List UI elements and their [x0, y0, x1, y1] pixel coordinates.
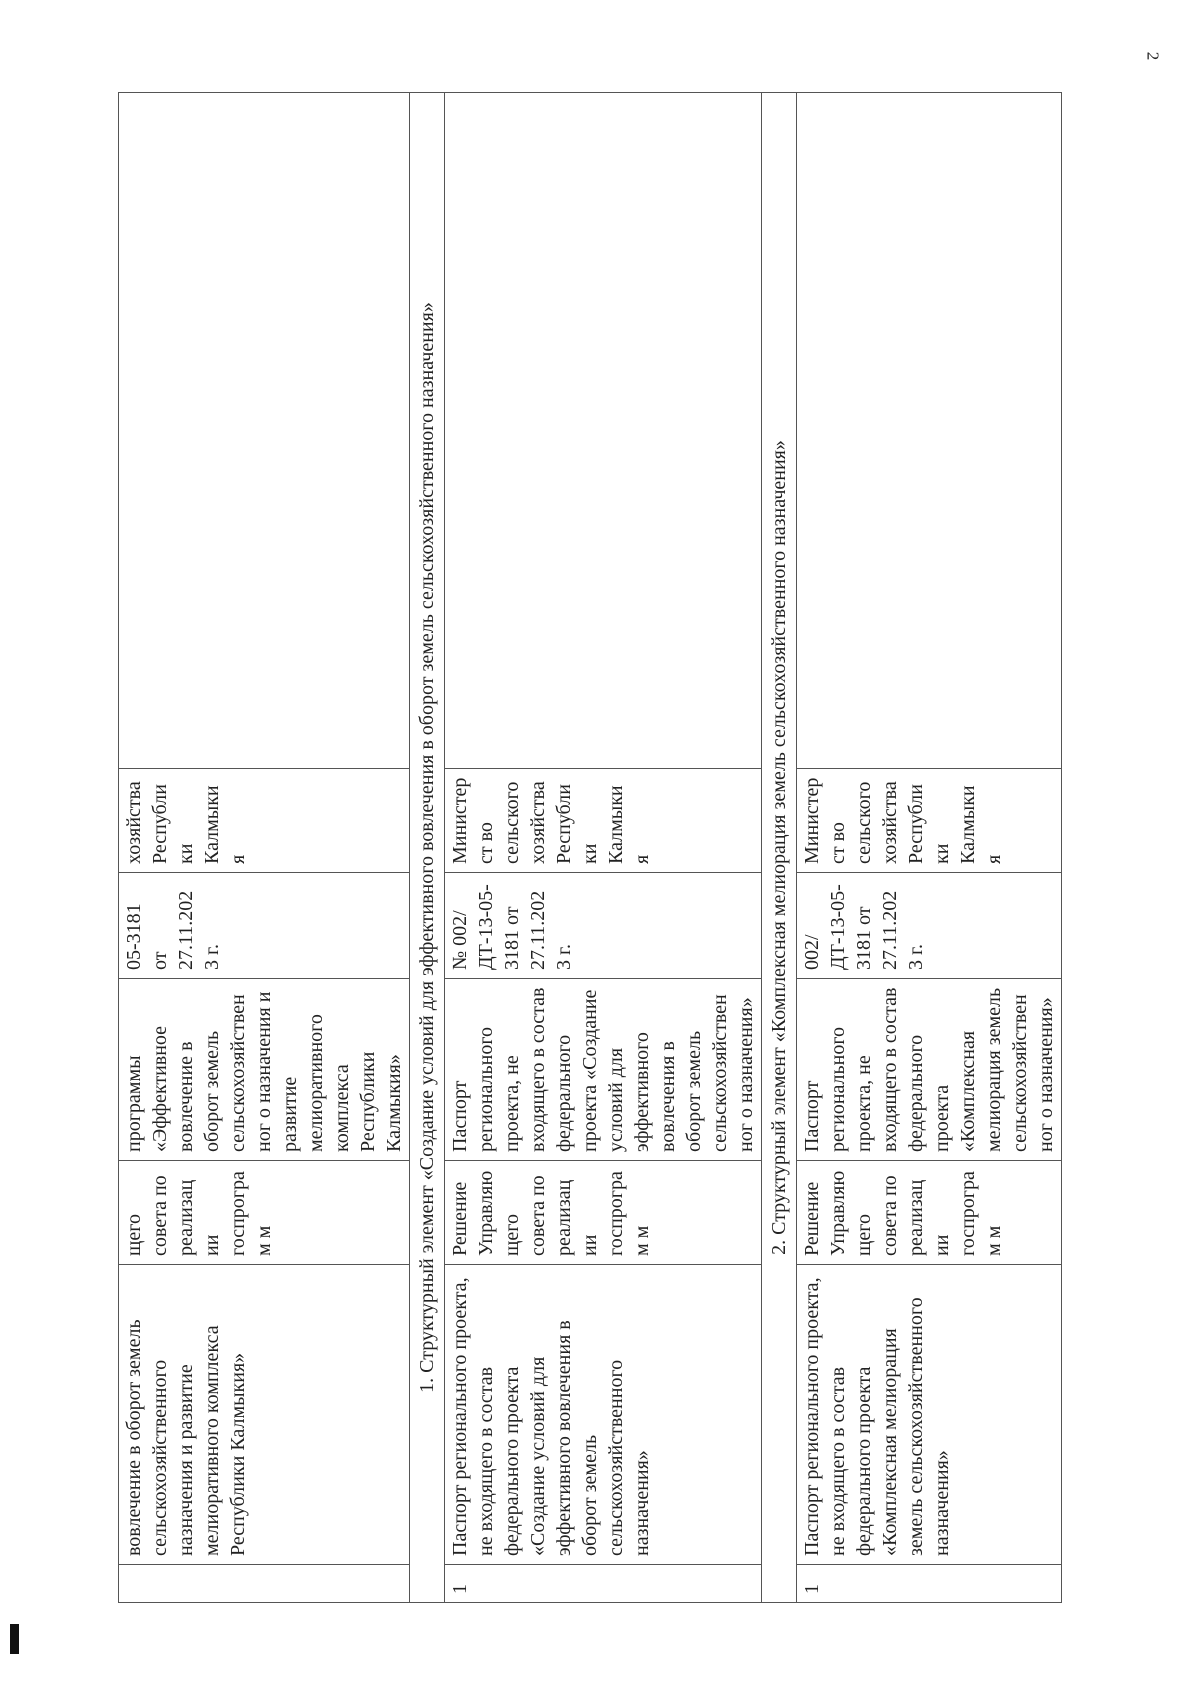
- table-row-continued: [119, 93, 410, 1603]
- binder-mark: [10, 1624, 19, 1654]
- cell-number: 1: [797, 1565, 1062, 1603]
- section-title-1: 1. Структурный элемент «Создание условий для эффективного вовлечения в оборот земель сельскохозяйственного назначения»: [410, 93, 445, 1603]
- cell-empty: [445, 93, 762, 769]
- cell-empty: [119, 93, 410, 769]
- document-table-container: [118, 93, 1060, 1603]
- table-row: [797, 93, 1062, 1603]
- cell-act-type: Решение Управляю щего совета по реализации госпрограм м: [445, 1161, 762, 1265]
- cell-requisites: 05-3181 от 27.11.2023 г.: [119, 873, 410, 979]
- table-row: [445, 93, 762, 1603]
- cell-act-type: щего совета по реализации госпрограм м: [119, 1161, 410, 1265]
- cell-act-name: Паспорт регионального проекта, не входящего в состав федерального проекта «Создание условий для эффективного вовлечения в оборот земель сельскохозяйственног о назначения»: [445, 979, 762, 1161]
- cell-act-name: Паспорт регионального проекта, не входящего в состав федерального проекта «Комплексная мелиорация земель сельскохозяйственног о назначения»: [797, 979, 1062, 1161]
- cell-organization: Министерст во сельского хозяйства Республики Калмыкия: [445, 769, 762, 873]
- cell-document: вовлечение в оборот земель сельскохозяйственного назначения и развитие мелиоративного комплекса Республики Калмыкия»: [119, 1265, 410, 1565]
- cell-document: Паспорт регионального проекта, не входящего в состав федерального проекта «Комплексная мелиорация земель сельскохозяйственного назначения»: [797, 1265, 1062, 1565]
- cell-number: 1: [445, 1565, 762, 1603]
- cell-requisites: 002/ДТ-13-05-3181 от 27.11.2023 г.: [797, 873, 1062, 979]
- cell-document: Паспорт регионального проекта, не входящего в состав федерального проекта «Создание условий для эффективного вовлечения в оборот земель сельскохозяйственного назначения»: [445, 1265, 762, 1565]
- cell-act-name: программы «Эффективное вовлечение в оборот земель сельскохозяйственног о назначения и развитие мелиоративного комплекса Республики Калмыкия»: [119, 979, 410, 1161]
- cell-number: [119, 1565, 410, 1603]
- section-title-2: 2. Структурный элемент «Комплексная мелиорация земель сельскохозяйственного назначения»: [762, 93, 797, 1603]
- page-number: 2: [1142, 51, 1162, 61]
- section-row-2: [762, 93, 797, 1603]
- cell-empty: [797, 93, 1062, 769]
- section-row-1: [410, 93, 445, 1603]
- cell-organization: Министерст во сельского хозяйства Республики Калмыкия: [797, 769, 1062, 873]
- cell-requisites: № 002/ДТ-13-05-3181 от 27.11.2023 г.: [445, 873, 762, 979]
- cell-organization: хозяйства Республики Калмыкия: [119, 769, 410, 873]
- cell-act-type: Решение Управляю щего совета по реализации госпрограм м: [797, 1161, 1062, 1265]
- document-table: [118, 92, 1062, 1603]
